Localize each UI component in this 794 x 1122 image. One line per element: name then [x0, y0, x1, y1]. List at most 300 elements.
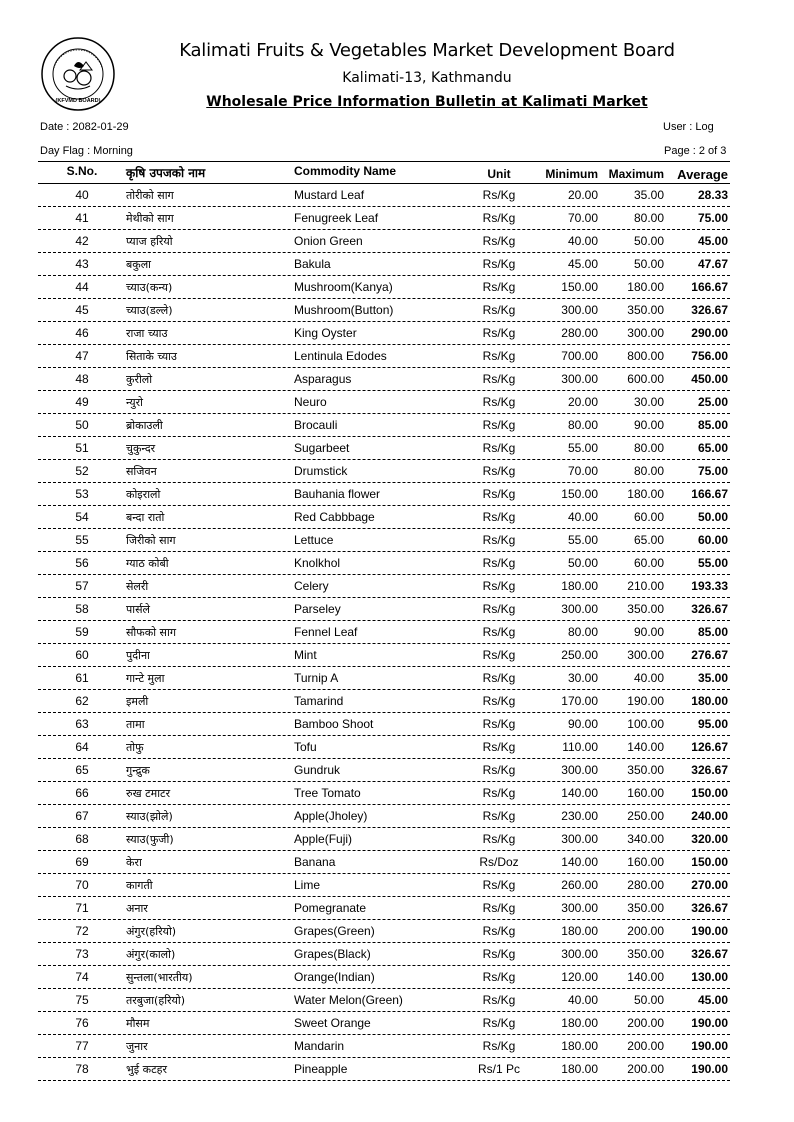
- cell-minimum: 700.00: [561, 349, 598, 363]
- cell-nepali-name: प्याज हरियो: [126, 235, 173, 248]
- cell-minimum: 55.00: [567, 533, 598, 547]
- table-row: [38, 667, 730, 690]
- cell-nepali-name: तोरीको साग: [126, 189, 174, 202]
- cell-unit: Rs/Kg: [482, 188, 516, 202]
- table-row: [38, 920, 730, 943]
- table-row: [38, 989, 730, 1012]
- cell-average: 95.00: [697, 717, 728, 731]
- table-row: [38, 483, 730, 506]
- cell-average: 45.00: [697, 234, 728, 248]
- cell-minimum: 140.00: [561, 855, 598, 869]
- cell-average: 25.00: [697, 395, 728, 409]
- cell-average: 55.00: [697, 556, 728, 570]
- cell-minimum: 45.00: [567, 257, 598, 271]
- cell-nepali-name: जिरीको साग: [126, 534, 176, 547]
- cell-minimum: 300.00: [561, 947, 598, 961]
- cell-minimum: 180.00: [561, 1062, 598, 1076]
- cell-minimum: 300.00: [561, 303, 598, 317]
- cell-unit: Rs/Kg: [482, 418, 516, 432]
- table-row: [38, 713, 730, 736]
- cell-maximum: 60.00: [633, 510, 664, 524]
- cell-nepali-name: अनार: [126, 902, 148, 915]
- cell-maximum: 80.00: [633, 211, 664, 225]
- cell-average: 450.00: [691, 372, 728, 386]
- table-row: [38, 184, 730, 207]
- cell-unit: Rs/Kg: [482, 303, 516, 317]
- cell-sno: 59: [75, 625, 89, 639]
- table-row: [38, 690, 730, 713]
- cell-minimum: 40.00: [567, 993, 598, 1007]
- cell-nepali-name: सेलरी: [126, 580, 149, 593]
- cell-sno: 44: [75, 280, 89, 294]
- cell-maximum: 210.00: [627, 579, 664, 593]
- table-row: [38, 851, 730, 874]
- table-row: [38, 644, 730, 667]
- cell-nepali-name: कुरीलो: [126, 373, 153, 386]
- table-header: [38, 164, 730, 182]
- cell-average: 166.67: [691, 487, 728, 501]
- cell-minimum: 90.00: [567, 717, 598, 731]
- cell-unit: Rs/Kg: [482, 786, 516, 800]
- cell-average: 270.00: [691, 878, 728, 892]
- cell-commodity-name: Banana: [294, 855, 336, 869]
- cell-sno: 52: [75, 464, 89, 478]
- cell-maximum: 30.00: [633, 395, 664, 409]
- cell-sno: 58: [75, 602, 89, 616]
- cell-sno: 62: [75, 694, 89, 708]
- cell-sno: 45: [75, 303, 89, 317]
- cell-sno: 41: [75, 211, 89, 225]
- cell-average: 326.67: [691, 947, 728, 961]
- report-date: Date : 2082-01-29: [40, 121, 129, 133]
- cell-maximum: 300.00: [627, 648, 664, 662]
- col-nepali-header: कृषि उपजको नाम: [126, 166, 206, 180]
- table-row: [38, 322, 730, 345]
- cell-commodity-name: Pomegranate: [294, 901, 367, 915]
- table-row: [38, 874, 730, 897]
- cell-minimum: 140.00: [561, 786, 598, 800]
- cell-unit: Rs/Kg: [482, 257, 516, 271]
- board-title: Kalimati Fruits & Vegetables Market Development Board: [179, 40, 675, 61]
- table-row: [38, 345, 730, 368]
- cell-unit: Rs/Kg: [482, 625, 516, 639]
- cell-nepali-name: सौफको साग: [126, 626, 177, 639]
- cell-minimum: 180.00: [561, 579, 598, 593]
- cell-nepali-name: मौसम: [126, 1017, 150, 1030]
- cell-sno: 57: [75, 579, 89, 593]
- cell-maximum: 65.00: [633, 533, 664, 547]
- cell-nepali-name: पार्सले: [126, 603, 150, 616]
- cell-average: 190.00: [691, 1016, 728, 1030]
- cell-nepali-name: गुन्द्रुक: [126, 764, 150, 777]
- cell-commodity-name: Bauhania flower: [294, 487, 381, 501]
- table-row: [38, 1058, 730, 1081]
- cell-average: 320.00: [691, 832, 728, 846]
- cell-nepali-name: अंगुर(कालो): [126, 948, 176, 961]
- cell-unit: Rs/Kg: [482, 533, 516, 547]
- cell-unit: Rs/Kg: [482, 372, 516, 386]
- cell-nepali-name: ग्याठ कोबी: [126, 557, 169, 570]
- cell-unit: Rs/Kg: [482, 556, 516, 570]
- cell-minimum: 180.00: [561, 1016, 598, 1030]
- cell-minimum: 20.00: [567, 395, 598, 409]
- cell-average: 85.00: [697, 418, 728, 432]
- cell-unit: Rs/Kg: [482, 901, 516, 915]
- cell-maximum: 250.00: [627, 809, 664, 823]
- cell-unit: Rs/Kg: [482, 694, 516, 708]
- cell-nepali-name: ब्रोकाउली: [126, 419, 163, 432]
- cell-average: 75.00: [697, 464, 728, 478]
- cell-nepali-name: स्याउ(झोले): [126, 810, 173, 823]
- cell-nepali-name: कागती: [126, 879, 153, 892]
- cell-average: 75.00: [697, 211, 728, 225]
- cell-average: 130.00: [691, 970, 728, 984]
- cell-average: 240.00: [691, 809, 728, 823]
- cell-unit: Rs/Kg: [482, 648, 516, 662]
- cell-commodity-name: Apple(Fuji): [294, 832, 353, 846]
- col-max-header: Maximum: [608, 167, 664, 181]
- day-flag: Day Flag : Morning: [40, 145, 133, 157]
- table-row: [38, 460, 730, 483]
- table-row: [38, 552, 730, 575]
- cell-minimum: 40.00: [567, 510, 598, 524]
- table-row: [38, 736, 730, 759]
- cell-unit: Rs/Kg: [482, 740, 516, 754]
- cell-unit: Rs/Kg: [482, 510, 516, 524]
- cell-commodity-name: Asparagus: [294, 372, 352, 386]
- cell-maximum: 90.00: [633, 625, 664, 639]
- cell-nepali-name: बकुला: [126, 258, 152, 271]
- cell-unit: Rs/Kg: [482, 1016, 516, 1030]
- cell-nepali-name: सिताके च्याउ: [126, 350, 177, 363]
- cell-maximum: 140.00: [627, 970, 664, 984]
- cell-nepali-name: इमली: [126, 695, 149, 708]
- cell-maximum: 350.00: [627, 947, 664, 961]
- cell-commodity-name: Apple(Jholey): [294, 809, 368, 823]
- cell-nepali-name: गान्टे मुला: [126, 672, 165, 685]
- cell-commodity-name: Mint: [294, 648, 317, 662]
- cell-minimum: 150.00: [561, 487, 598, 501]
- cell-minimum: 300.00: [561, 763, 598, 777]
- cell-nepali-name: राजा च्याउ: [126, 327, 168, 340]
- cell-average: 50.00: [697, 510, 728, 524]
- cell-minimum: 20.00: [567, 188, 598, 202]
- table-row: [38, 299, 730, 322]
- cell-commodity-name: Onion Green: [294, 234, 363, 248]
- cell-minimum: 300.00: [561, 901, 598, 915]
- cell-minimum: 150.00: [561, 280, 598, 294]
- cell-unit: Rs/Kg: [482, 326, 516, 340]
- cell-maximum: 350.00: [627, 901, 664, 915]
- cell-average: 60.00: [697, 533, 728, 547]
- price-table-body: [38, 184, 730, 1081]
- cell-commodity-name: Brocauli: [294, 418, 338, 432]
- cell-commodity-name: Grapes(Green): [294, 924, 375, 938]
- cell-nepali-name: तरबुजा(हरियो): [126, 994, 186, 1007]
- cell-average: 180.00: [691, 694, 728, 708]
- cell-minimum: 230.00: [561, 809, 598, 823]
- table-row: [38, 621, 730, 644]
- table-row: [38, 1012, 730, 1035]
- cell-sno: 71: [75, 901, 89, 915]
- cell-maximum: 90.00: [633, 418, 664, 432]
- cell-commodity-name: Fenugreek Leaf: [294, 211, 379, 225]
- cell-minimum: 250.00: [561, 648, 598, 662]
- cell-commodity-name: King Oyster: [294, 326, 357, 340]
- cell-average: 190.00: [691, 924, 728, 938]
- cell-commodity-name: Celery: [294, 579, 329, 593]
- cell-nepali-name: च्याउ(डल्ले): [126, 304, 173, 317]
- cell-sno: 68: [75, 832, 89, 846]
- cell-minimum: 30.00: [567, 671, 598, 685]
- cell-unit: Rs/1 Pc: [477, 1062, 520, 1076]
- report-user: User : Log: [663, 121, 714, 133]
- table-row: [38, 506, 730, 529]
- cell-maximum: 280.00: [627, 878, 664, 892]
- cell-minimum: 80.00: [567, 625, 598, 639]
- cell-commodity-name: Bakula: [294, 257, 331, 271]
- cell-average: 290.00: [691, 326, 728, 340]
- cell-sno: 48: [75, 372, 89, 386]
- cell-maximum: 340.00: [627, 832, 664, 846]
- cell-commodity-name: Knolkhol: [294, 556, 341, 570]
- cell-nepali-name: पुदीना: [126, 649, 150, 662]
- cell-commodity-name: Mustard Leaf: [294, 188, 365, 202]
- bulletin-title: Wholesale Price Information Bulletin at Kalimati Market: [206, 94, 648, 110]
- table-row: [38, 805, 730, 828]
- table-row: [38, 759, 730, 782]
- cell-unit: Rs/Kg: [482, 1039, 516, 1053]
- col-min-header: Minimum: [545, 167, 598, 181]
- cell-minimum: 70.00: [567, 211, 598, 225]
- cell-average: 150.00: [691, 855, 728, 869]
- cell-commodity-name: Pineapple: [294, 1062, 348, 1076]
- cell-maximum: 600.00: [627, 372, 664, 386]
- cell-minimum: 260.00: [561, 878, 598, 892]
- cell-maximum: 800.00: [627, 349, 664, 363]
- cell-maximum: 100.00: [627, 717, 664, 731]
- page-number: Page : 2 of 3: [664, 145, 727, 157]
- cell-maximum: 40.00: [633, 671, 664, 685]
- cell-unit: Rs/Kg: [482, 211, 516, 225]
- cell-average: 85.00: [697, 625, 728, 639]
- cell-minimum: 280.00: [561, 326, 598, 340]
- cell-commodity-name: Sugarbeet: [294, 441, 350, 455]
- cell-minimum: 55.00: [567, 441, 598, 455]
- table-row: [38, 598, 730, 621]
- cell-average: 193.33: [691, 579, 728, 593]
- cell-minimum: 170.00: [561, 694, 598, 708]
- board-seal-logo: [40, 36, 116, 112]
- cell-unit: Rs/Doz: [479, 855, 519, 869]
- cell-average: 47.67: [697, 257, 728, 271]
- cell-nepali-name: कोइरालो: [126, 488, 161, 501]
- table-row: [38, 943, 730, 966]
- cell-commodity-name: Tofu: [294, 740, 317, 754]
- cell-commodity-name: Tree Tomato: [294, 786, 361, 800]
- svg-text:(KFVMD BOARD): (KFVMD BOARD): [55, 98, 101, 104]
- cell-unit: Rs/Kg: [482, 395, 516, 409]
- cell-unit: Rs/Kg: [482, 671, 516, 685]
- cell-nepali-name: रुख टमाटर: [126, 787, 171, 800]
- cell-maximum: 300.00: [627, 326, 664, 340]
- cell-commodity-name: Turnip A: [294, 671, 339, 685]
- cell-maximum: 50.00: [633, 257, 664, 271]
- cell-sno: 72: [75, 924, 89, 938]
- cell-average: 756.00: [691, 349, 728, 363]
- cell-unit: Rs/Kg: [482, 349, 516, 363]
- table-row: [38, 276, 730, 299]
- cell-minimum: 50.00: [567, 556, 598, 570]
- table-row: [38, 782, 730, 805]
- cell-sno: 66: [75, 786, 89, 800]
- cell-sno: 78: [75, 1062, 89, 1076]
- cell-unit: Rs/Kg: [482, 441, 516, 455]
- cell-commodity-name: Neuro: [294, 395, 327, 409]
- cell-unit: Rs/Kg: [482, 809, 516, 823]
- cell-unit: Rs/Kg: [482, 924, 516, 938]
- cell-maximum: 200.00: [627, 924, 664, 938]
- cell-sno: 49: [75, 395, 89, 409]
- cell-unit: Rs/Kg: [482, 234, 516, 248]
- cell-minimum: 300.00: [561, 372, 598, 386]
- table-row: [38, 575, 730, 598]
- cell-sno: 53: [75, 487, 89, 501]
- cell-commodity-name: Grapes(Black): [294, 947, 371, 961]
- cell-commodity-name: Parseley: [294, 602, 341, 616]
- cell-maximum: 350.00: [627, 602, 664, 616]
- cell-average: 326.67: [691, 303, 728, 317]
- cell-minimum: 180.00: [561, 1039, 598, 1053]
- table-row: [38, 897, 730, 920]
- cell-nepali-name: चुकुन्दर: [126, 442, 156, 455]
- cell-nepali-name: स्याउ(फुजी): [126, 833, 174, 846]
- col-unit-header: Unit: [487, 167, 511, 181]
- cell-maximum: 50.00: [633, 234, 664, 248]
- cell-unit: Rs/Kg: [482, 878, 516, 892]
- cell-commodity-name: Drumstick: [294, 464, 348, 478]
- cell-sno: 60: [75, 648, 89, 662]
- cell-sno: 63: [75, 717, 89, 731]
- cell-sno: 70: [75, 878, 89, 892]
- cell-nepali-name: च्याउ(कन्य): [126, 281, 173, 294]
- cell-maximum: 350.00: [627, 303, 664, 317]
- cell-unit: Rs/Kg: [482, 464, 516, 478]
- col-avg-header: Average: [677, 167, 728, 182]
- cell-commodity-name: Orange(Indian): [294, 970, 375, 984]
- cell-nepali-name: केरा: [126, 856, 142, 869]
- cell-average: 326.67: [691, 602, 728, 616]
- table-row: [38, 1035, 730, 1058]
- cell-nepali-name: न्युरो: [126, 396, 143, 409]
- cell-commodity-name: Mandarin: [294, 1039, 345, 1053]
- cell-sno: 55: [75, 533, 89, 547]
- cell-maximum: 35.00: [633, 188, 664, 202]
- cell-unit: Rs/Kg: [482, 487, 516, 501]
- table-row: [38, 966, 730, 989]
- cell-maximum: 60.00: [633, 556, 664, 570]
- cell-average: 28.33: [697, 188, 728, 202]
- cell-unit: Rs/Kg: [482, 579, 516, 593]
- cell-average: 65.00: [697, 441, 728, 455]
- table-row: [38, 391, 730, 414]
- table-row: [38, 230, 730, 253]
- cell-unit: Rs/Kg: [482, 993, 516, 1007]
- cell-average: 166.67: [691, 280, 728, 294]
- cell-average: 35.00: [697, 671, 728, 685]
- col-sno-header: S.No.: [66, 164, 98, 178]
- cell-commodity-name: Lentinula Edodes: [294, 349, 387, 363]
- cell-nepali-name: जुनार: [126, 1040, 148, 1053]
- col-commodity-header: Commodity Name: [294, 164, 397, 178]
- cell-minimum: 300.00: [561, 832, 598, 846]
- cell-nepali-name: अंगुर(हरियो): [126, 925, 177, 938]
- board-address: Kalimati-13, Kathmandu: [342, 70, 512, 86]
- cell-sno: 73: [75, 947, 89, 961]
- cell-sno: 65: [75, 763, 89, 777]
- table-top-rule: [38, 161, 730, 162]
- cell-commodity-name: Gundruk: [294, 763, 341, 777]
- cell-maximum: 50.00: [633, 993, 664, 1007]
- table-row: [38, 414, 730, 437]
- table-row: [38, 828, 730, 851]
- cell-average: 190.00: [691, 1039, 728, 1053]
- cell-unit: Rs/Kg: [482, 763, 516, 777]
- cell-maximum: 180.00: [627, 280, 664, 294]
- cell-maximum: 200.00: [627, 1039, 664, 1053]
- cell-average: 150.00: [691, 786, 728, 800]
- cell-commodity-name: Mushroom(Button): [294, 303, 394, 317]
- cell-minimum: 120.00: [561, 970, 598, 984]
- cell-minimum: 300.00: [561, 602, 598, 616]
- table-row: [38, 529, 730, 552]
- cell-minimum: 70.00: [567, 464, 598, 478]
- cell-minimum: 180.00: [561, 924, 598, 938]
- cell-unit: Rs/Kg: [482, 280, 516, 294]
- cell-sno: 47: [75, 349, 89, 363]
- cell-sno: 67: [75, 809, 89, 823]
- cell-sno: 64: [75, 740, 89, 754]
- table-row: [38, 368, 730, 391]
- cell-nepali-name: सुन्तला(भारतीय): [126, 971, 193, 984]
- cell-sno: 54: [75, 510, 89, 524]
- cell-commodity-name: Fennel Leaf: [294, 625, 358, 639]
- cell-maximum: 140.00: [627, 740, 664, 754]
- table-row: [38, 437, 730, 460]
- cell-sno: 43: [75, 257, 89, 271]
- cell-maximum: 350.00: [627, 763, 664, 777]
- cell-sno: 42: [75, 234, 89, 248]
- cell-nepali-name: तामा: [126, 718, 145, 731]
- cell-unit: Rs/Kg: [482, 717, 516, 731]
- cell-sno: 50: [75, 418, 89, 432]
- cell-commodity-name: Bamboo Shoot: [294, 717, 374, 731]
- cell-sno: 74: [75, 970, 89, 984]
- table-row: [38, 253, 730, 276]
- cell-commodity-name: Sweet Orange: [294, 1016, 371, 1030]
- cell-commodity-name: Lettuce: [294, 533, 334, 547]
- cell-maximum: 80.00: [633, 464, 664, 478]
- cell-maximum: 160.00: [627, 786, 664, 800]
- cell-unit: Rs/Kg: [482, 602, 516, 616]
- cell-average: 326.67: [691, 763, 728, 777]
- cell-average: 276.67: [691, 648, 728, 662]
- cell-sno: 77: [75, 1039, 89, 1053]
- cell-sno: 46: [75, 326, 89, 340]
- cell-average: 326.67: [691, 901, 728, 915]
- cell-sno: 56: [75, 556, 89, 570]
- cell-commodity-name: Mushroom(Kanya): [294, 280, 393, 294]
